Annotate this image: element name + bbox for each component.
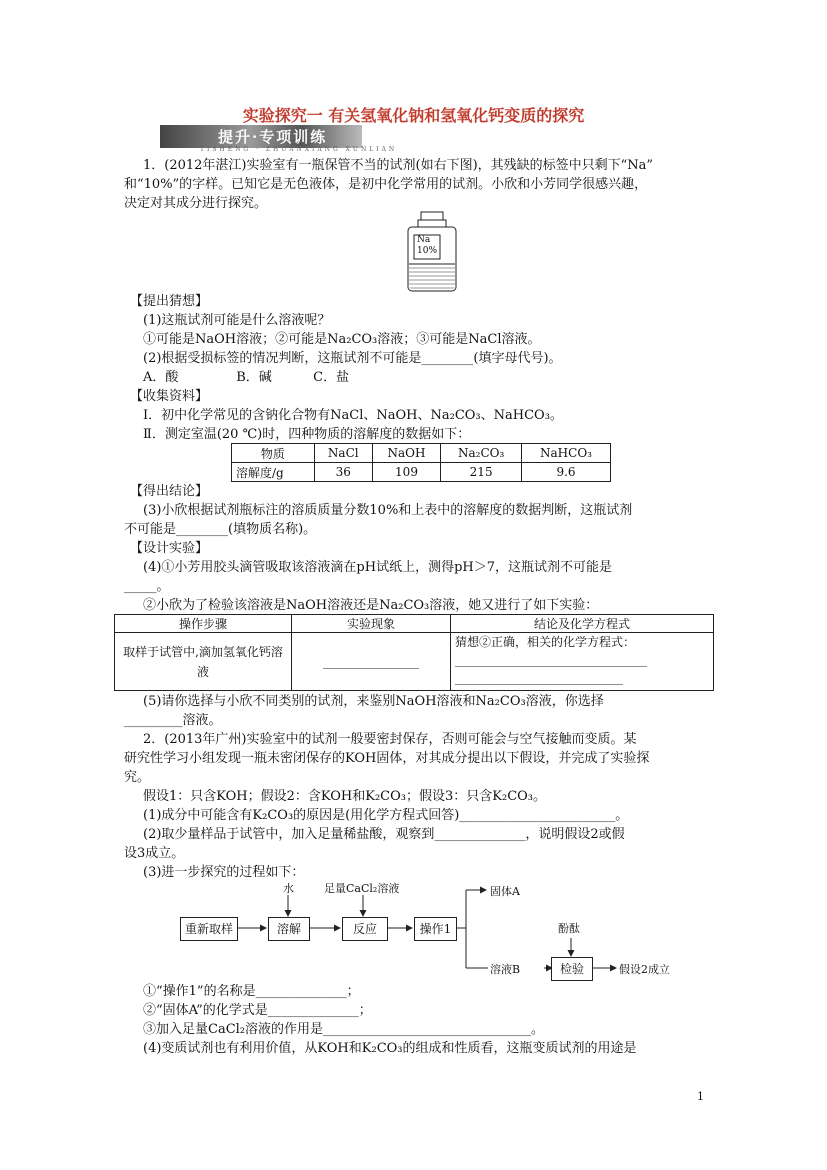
sol-value-cell: 溶解度/g: [232, 463, 315, 482]
bottle-label-na: Na: [417, 235, 431, 245]
q1-guess3: (2)根据受损标签的情况判断，这瓶试剂不可能是________(填字母代号)。: [143, 351, 562, 366]
q1-conc2: 不可能是________(填物质名称)。: [124, 522, 317, 537]
flow-label-solidA: 固体A: [490, 885, 520, 898]
flow-label-phenolphthalein: 酚酞: [558, 922, 580, 935]
flow-label-hyp2: 假设2成立: [619, 963, 670, 976]
q2-s2-line1: (2)取少量样品于试管中，加入足量稀盐酸，观察到______________，说明假设2或假: [143, 827, 625, 842]
exp-header-step: 操作步骤: [115, 615, 292, 633]
sol-header-cell: Na₂CO₃: [441, 444, 522, 463]
exp-phenomenon-cell: ________________: [292, 633, 451, 691]
q2-a1: ①“操作1”的名称是______________；: [143, 984, 360, 999]
q2-hypotheses: 假设1：只含KOH；假设2：含KOH和K₂CO₃；假设3：只含K₂CO₃。: [143, 789, 547, 804]
heading-info: 【收集资料】: [130, 389, 209, 404]
q1-conc1: (3)小欣根据试剂瓶标注的溶质质量分数10%和上表中的溶解度的数据判断，这瓶试剂: [143, 503, 633, 518]
heading-conclusion: 【得出结论】: [130, 484, 209, 499]
sol-header-cell: NaHCO₃: [521, 444, 610, 463]
flow-box-operation1: 操作1: [414, 917, 457, 941]
banner-text: 提升·专项训练: [218, 128, 328, 146]
sol-header-cell: 物质: [232, 444, 315, 463]
flow-box-react: 反应: [342, 917, 388, 941]
q2-s2-line2: 设3成立。: [124, 846, 185, 861]
q1-design1: (4)①小芳用胶头滴管吸取该溶液滴在pH试纸上，测得pH＞7，这瓶试剂不可能是: [143, 560, 613, 575]
q2-s3: (3)进一步探究的过程如下：: [143, 865, 305, 880]
q2-s1: (1)成分中可能含有K₂CO₃的原因是(用化学方程式回答)________________________。: [143, 808, 629, 823]
sol-header-cell: NaCl: [314, 444, 372, 463]
q1-info2: Ⅱ．测定室温(20 ℃)时，四种物质的溶解度的数据如下：: [143, 427, 471, 442]
q1-q5-line2: _________溶液。: [124, 713, 222, 728]
exp-conclusion-text: 猜想②正确，相关的化学方程式：: [455, 635, 636, 649]
flow-box-dissolve: 溶解: [268, 917, 310, 941]
exp-conclusion-blank1: ________________________________: [455, 653, 647, 667]
exp-header-conclusion: 结论及化学方程式: [451, 615, 714, 633]
solubility-table: [231, 443, 611, 482]
q2-a3: ③加入足量CaCl₂溶液的作用是________________________________。: [143, 1022, 545, 1037]
flow-label-water: 水: [283, 882, 294, 895]
exp-conclusion-blank2: ____________________________: [455, 671, 623, 685]
q1-guess1: (1)这瓶试剂可能是什么溶液呢？: [143, 313, 331, 328]
sol-value-cell: 36: [314, 463, 372, 482]
flow-box-test: 检验: [551, 957, 593, 981]
q1-intro-line2: 和“10%”的字样。已知它是无色液体，是初中化学常用的试剂。小欣和小芳同学很感兴趣，: [124, 177, 648, 192]
sol-value-cell: 9.6: [521, 463, 610, 482]
q2-intro-line2: 研究性学习小组发现一瓶未密闭保存的KOH固体，对其成分提出以下假设，并完成了实验探: [124, 751, 650, 766]
flow-label-cacl2: 足量CaCl₂溶液: [324, 882, 400, 895]
bottle-label-percent: 10%: [417, 246, 438, 256]
flow-box-resample: 重新取样: [180, 917, 238, 941]
q2-s4: (4)变质试剂也有利用价值，从KOH和K₂CO₃的组成和性质看，这瓶变质试剂的用途是: [143, 1041, 637, 1056]
q1-guess2: ①可能是NaOH溶液；②可能是Na₂CO₃溶液；③可能是NaCl溶液。: [143, 332, 541, 347]
sol-value-cell: 109: [372, 463, 441, 482]
heading-design: 【设计实验】: [130, 541, 209, 556]
q1-intro-line3: 决定对其成分进行探究。: [124, 196, 268, 211]
heading-guess: 【提出猜想】: [130, 294, 209, 309]
sol-value-cell: 215: [441, 463, 522, 482]
q1-q5-line1: (5)请你选择与小欣不同类别的试剂，来鉴别NaOH溶液和Na₂CO₃溶液，你选择: [143, 694, 604, 709]
banner-subtext: TISHENG · ZHUANXIANG XUNLIAN: [200, 146, 398, 153]
exp-conclusion-cell: [451, 633, 714, 691]
q2-intro-line1: 2．(2013年广州)实验室中的试剂一般要密封保存，否则可能会与空气接触而变质。某: [143, 732, 637, 747]
q1-design3: ②小欣为了检验该溶液是NaOH溶液还是Na₂CO₃溶液，她又进行了如下实验：: [143, 598, 599, 613]
q1-intro-line1: 1．(2012年湛江)实验室有一瓶保管不当的试剂(如右下图)，其残缺的标签中只剩下“Na”: [143, 158, 654, 173]
q1-options: A．酸 B．碱 C．盐: [143, 370, 350, 385]
exp-step-cell: 取样于试管中,滴加氢氧化钙溶液: [115, 633, 292, 691]
exp-header-phenomenon: 实验现象: [292, 615, 451, 633]
q1-design2: _____。: [124, 579, 170, 594]
q2-intro-line3: 究。: [124, 770, 151, 785]
page-number: 1: [697, 1090, 704, 1103]
sol-header-cell: NaOH: [372, 444, 441, 463]
q1-info1: Ⅰ．初中化学常见的含钠化合物有NaCl、NaOH、Na₂CO₃、NaHCO₃。: [143, 408, 563, 423]
experiment-table: [114, 614, 714, 691]
page-title: 实验探究一 有关氢氧化钠和氢氧化钙变质的探究: [242, 106, 585, 125]
q2-a2: ②“固体A”的化学式是______________；: [143, 1003, 372, 1018]
flow-label-solutionB: 溶液B: [490, 963, 521, 976]
